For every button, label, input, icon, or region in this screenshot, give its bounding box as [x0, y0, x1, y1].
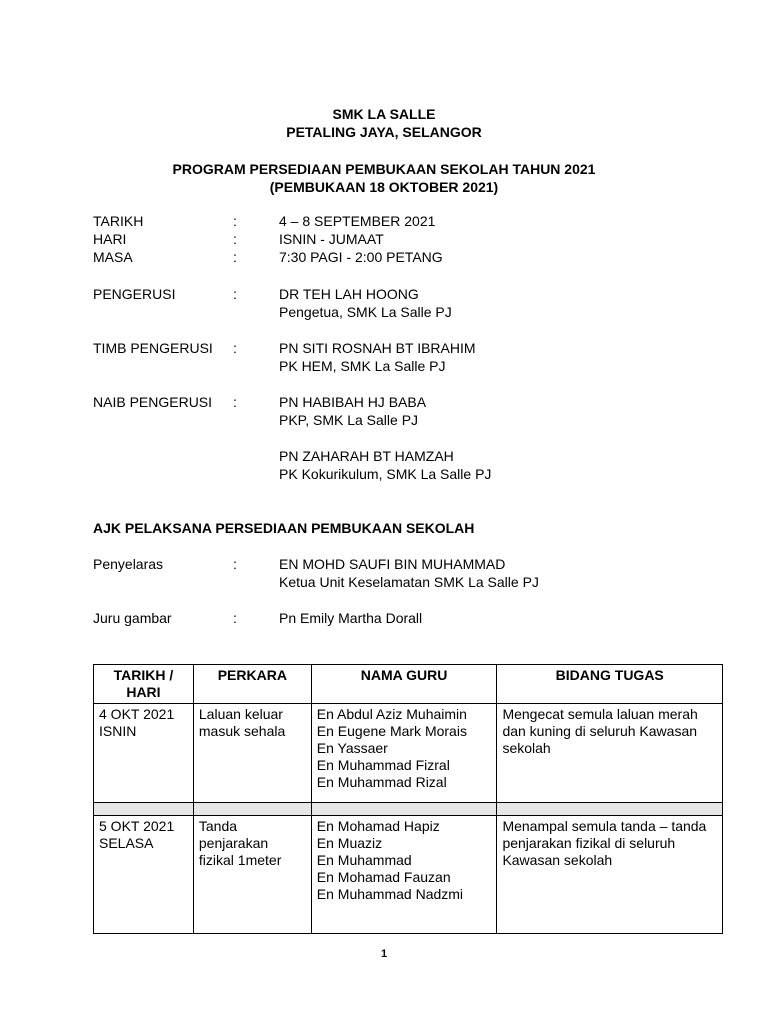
header-date-day: TARIKH / HARI: [94, 665, 194, 704]
school-location: PETALING JAYA, SELANGOR: [286, 124, 482, 140]
row-day: ISNIN: [99, 723, 137, 739]
time-value: 7:30 PAGI - 2:00 PETANG: [279, 249, 443, 265]
teacher-name: En Muhammad Nadzmi: [316, 886, 464, 902]
vice-chairman-label: NAIB PENGERUSI: [93, 394, 213, 410]
photographer-label: Juru gambar: [93, 610, 172, 626]
teacher-name: En Mohamad Fauzan: [316, 869, 451, 885]
day-colon: :: [233, 231, 237, 247]
row-date: 5 OKT 2021: [99, 818, 175, 834]
chairman-name: DR TEH LAH HOONG: [279, 286, 419, 302]
time-row: [93, 248, 693, 266]
school-name: SMK LA SALLE: [332, 106, 436, 122]
row-matter: Tanda penjarakan fizikal 1meter: [193, 816, 311, 934]
date-colon: :: [233, 213, 237, 229]
vice-chairman-details: [279, 393, 491, 483]
chairman-details: [279, 285, 452, 321]
table-header-row: [94, 665, 723, 704]
teacher-name: En Muhammad: [316, 852, 412, 868]
ajk-heading: AJK PELAKSANA PERSEDIAAN PEMBUKAAN SEKOLAH: [93, 520, 475, 536]
coordinator-label: Penyelaras: [93, 556, 164, 572]
teacher-name: En Eugene Mark Morais: [316, 723, 467, 739]
deputy-chairman-name: PN SITI ROSNAH BT IBRAHIM: [279, 340, 476, 356]
row-duty: Mengecat semula laluan merah dan kuning di seluruh Kawasan sekolah: [497, 704, 723, 803]
row-duty: Menampal semula tanda – tanda penjarakan fizikal di seluruh Kawasan sekolah: [497, 816, 723, 934]
chairman-colon: :: [233, 286, 237, 302]
separator-cell: [311, 803, 497, 816]
teacher-name: En Abdul Aziz Muhaimin: [316, 706, 467, 722]
separator-cell: [193, 803, 311, 816]
separator-cell: [94, 803, 194, 816]
teacher-name: En Yassaer: [316, 740, 388, 756]
task-table: [93, 664, 723, 934]
day-label: HARI: [93, 231, 127, 247]
chairman-label: PENGERUSI: [93, 286, 176, 302]
date-label: TARIKH: [93, 213, 144, 229]
row-day: SELASA: [99, 835, 154, 851]
coordinator-details: [279, 555, 539, 591]
deputy-chairman-role: PK HEM, SMK La Salle PJ: [279, 358, 446, 374]
coordinator-name: EN MOHD SAUFI BIN MUHAMMAD: [279, 556, 506, 572]
photographer-row: [93, 609, 693, 627]
row-date: 4 OKT 2021: [99, 706, 175, 722]
vice-chairman-row: [93, 393, 693, 483]
header-teacher: NAMA GURU: [311, 665, 497, 704]
vice-chairman-role-2: PK Kokurikulum, SMK La Salle PJ: [279, 466, 492, 482]
separator-row: [94, 803, 723, 816]
header-duty: BIDANG TUGAS: [497, 665, 723, 704]
row-matter: Laluan keluar masuk sehala: [193, 704, 311, 803]
chairman-role: Pengetua, SMK La Salle PJ: [279, 304, 452, 320]
separator-cell: [497, 803, 723, 816]
teacher-name: En Muhammad Rizal: [316, 774, 447, 790]
time-colon: :: [233, 249, 237, 265]
photographer-colon: :: [233, 610, 237, 626]
photographer-name: Pn Emily Martha Dorall: [279, 610, 423, 626]
row-teachers: [311, 704, 497, 803]
row-date-day: [94, 704, 194, 803]
date-value: 4 – 8 SEPTEMBER 2021: [279, 213, 436, 229]
time-label: MASA: [93, 249, 133, 265]
deputy-chairman-colon: :: [233, 340, 237, 356]
row-teachers: [311, 816, 497, 934]
teacher-name: En Muhammad Fizral: [316, 757, 450, 773]
vice-chairman-name: PN HABIBAH HJ BABA: [279, 394, 427, 410]
vice-chairman-name-2: PN ZAHARAH BT HAMZAH: [279, 448, 454, 464]
program-title: PROGRAM PERSEDIAAN PEMBUKAAN SEKOLAH TAHUN 2021: [172, 161, 596, 177]
coordinator-role: Ketua Unit Keselamatan SMK La Salle PJ: [279, 574, 539, 590]
day-value: ISNIN - JUMAAT: [279, 231, 384, 247]
chairman-row: [93, 285, 693, 321]
table-row: [94, 816, 723, 934]
program-subtitle: (PEMBUKAAN 18 OKTOBER 2021): [269, 179, 499, 195]
teacher-name: En Muaziz: [316, 835, 383, 851]
day-row: [93, 230, 693, 248]
page-number: 1: [380, 948, 388, 960]
row-date-day: [94, 816, 194, 934]
deputy-chairman-label: TIMB PENGERUSI: [93, 340, 213, 356]
coordinator-row: [93, 555, 693, 591]
vice-chairman-role: PKP, SMK La Salle PJ: [279, 412, 419, 428]
teacher-name: En Mohamad Hapiz: [316, 818, 440, 834]
header-matter: PERKARA: [193, 665, 311, 704]
vice-chairman-colon: :: [233, 394, 237, 410]
deputy-chairman-row: [93, 339, 693, 375]
coordinator-colon: :: [233, 556, 237, 572]
table-row: [94, 704, 723, 803]
deputy-chairman-details: [279, 339, 476, 375]
date-row: [93, 212, 693, 230]
